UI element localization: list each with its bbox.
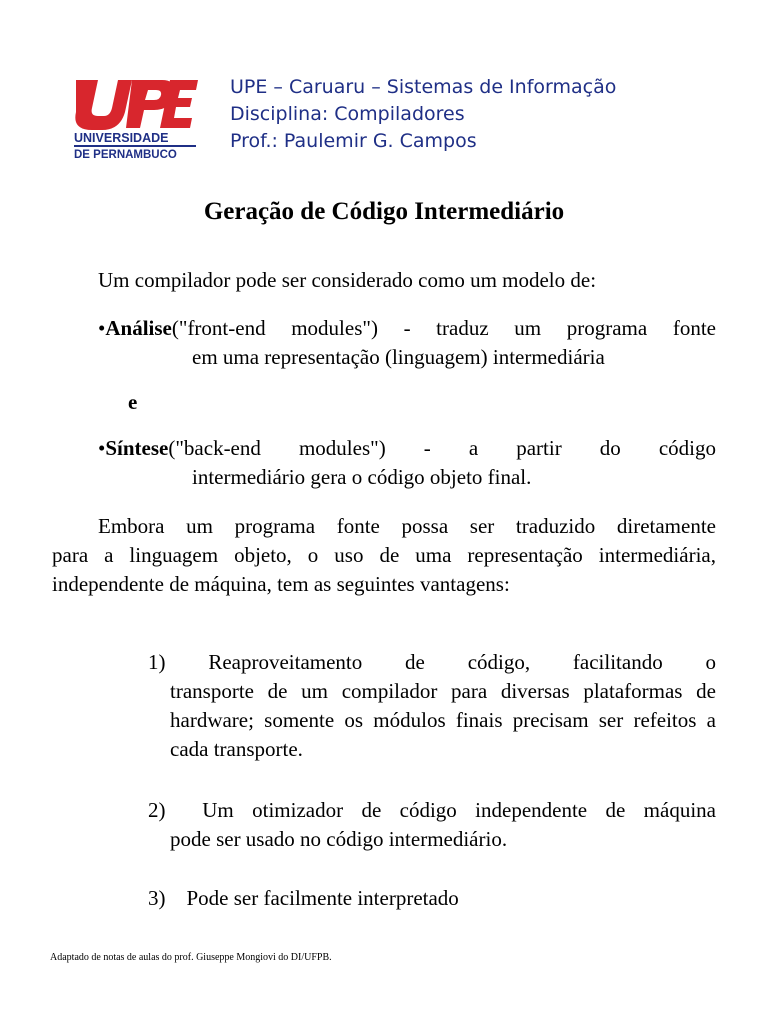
footer-note: Adaptado de notas de aulas do prof. Giuseppe Mongiovi do DI/UFPB. [50,952,332,963]
bullet-analise-line2: em uma representação (linguagem) intermediária [192,345,605,369]
body-paragraph [52,512,716,599]
list-item [148,796,716,854]
bullet-analise-term: Análise [105,316,172,340]
bullet-sintese [98,434,716,492]
logo-letters-icon [75,80,198,130]
bullet-sintese-line1 [98,434,716,463]
list-item-first-line [148,648,716,677]
bullet-analise-line1 [98,314,716,343]
list-item-number: 2) [148,798,166,822]
bullet-sintese-term: Síntese [105,436,169,460]
list-item-text: Pode ser facilmente interpretado [186,886,459,910]
logo-sub2: DE PERNAMBUCO [74,149,177,160]
paragraph-line1: Embora um programa fonte possa ser traduzido diretamente [98,514,716,538]
document-header [70,70,710,162]
intro-text: Um compilador pode ser considerado como um modelo de: [98,268,597,292]
upe-logo [70,70,200,160]
bullet-analise-rest: ("front-end modules") - traduz um programa fonte [171,316,716,340]
header-info [230,74,616,155]
list-item-continuation: pode ser usado no código intermediário. [170,827,508,851]
bullet-icon: • [98,316,106,340]
bullet-analise [98,314,716,372]
page-title: Geração de Código Intermediário [203,198,565,225]
connector-text: e [128,390,138,414]
list-item-continuation: transporte de um compilador para diversas plataformas de hardware; somente os módulos finais precisam ser refeitos a cada transporte. [170,679,716,761]
header-institution: UPE – Caruaru – Sistemas de Informação [230,76,617,98]
list-item [148,884,716,913]
bullet-icon: • [98,436,106,460]
list-item-text: Um otimizador de código independente de máquina [202,798,716,822]
header-course: Disciplina: Compiladores [230,103,465,125]
bullet-sintese-rest: ("back-end modules") - a partir do código [168,436,716,460]
bullet-sintese-line2: intermediário gera o código objeto final. [192,465,532,489]
list-item-number: 3) [148,886,166,910]
list-item-first-line [148,796,716,825]
list-item-text: Reaproveitamento de código, facilitando o [208,650,716,674]
logo-sub1: UNIVERSIDADE [74,131,169,145]
paragraph-rest: para a linguagem objeto, o uso de uma representação intermediária, independente de máquina, tem as seguintes vantagens: [52,543,716,596]
list-item-number: 1) [148,650,166,674]
header-professor: Prof.: Paulemir G. Campos [230,130,477,152]
list-item [148,648,716,764]
